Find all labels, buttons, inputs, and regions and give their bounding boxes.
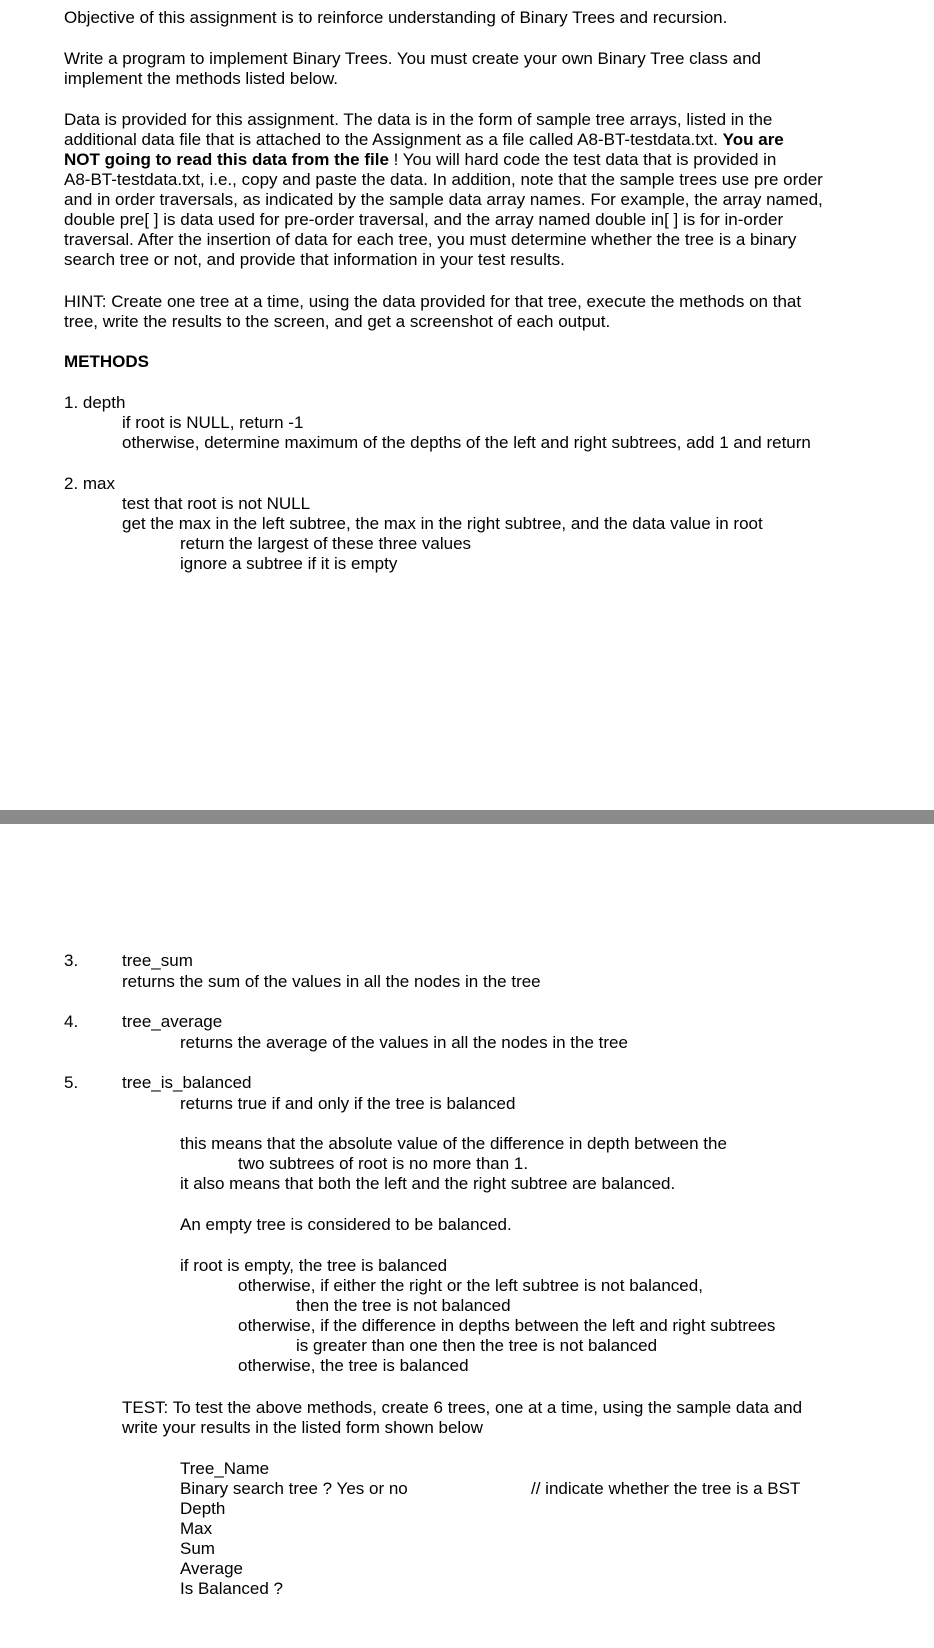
tree-is-balanced-line-4: it also means that both the left and the right subtree are balanced. xyxy=(180,1174,676,1193)
tree-sum-line-1: returns the sum of the values in all the nodes in the tree xyxy=(122,972,541,991)
depth-line-1: if root is NULL, return -1 xyxy=(122,413,304,432)
write-text-1: Write a program to implement Binary Trees. You must create your own Binary Tree class and xyxy=(64,49,761,68)
test-field-bst-comment: // indicate whether the tree is a BST xyxy=(531,1479,801,1498)
page-divider xyxy=(0,810,934,824)
tree-sum-title: tree_sum xyxy=(122,951,193,970)
objective-text: Objective of this assignment is to reinforce understanding of Binary Trees and recursion. xyxy=(64,8,728,27)
tree-is-balanced-line-2: this means that the absolute value of the difference in depth between the xyxy=(180,1134,727,1153)
test-field-average: Average xyxy=(180,1559,244,1578)
write-text-2: implement the methods listed below. xyxy=(64,69,339,88)
test-field-bst: Binary search tree ? Yes or no xyxy=(180,1479,408,1498)
test-field-sum: Sum xyxy=(180,1539,215,1558)
tree-is-balanced-line-8: then the tree is not balanced xyxy=(296,1296,511,1315)
data-text-3-normal: ! You will hard code the test data that is provided in xyxy=(388,150,777,169)
data-text-4: A8-BT-testdata.txt, i.e., copy and paste the data. In addition, note that the sample trees use pre order xyxy=(64,170,823,189)
tree-is-balanced-line-1: returns true if and only if the tree is balanced xyxy=(180,1094,516,1113)
hint-text-1: HINT: Create one tree at a time, using the data provided for that tree, execute the methods on that xyxy=(64,292,802,311)
max-line-1: test that root is not NULL xyxy=(122,494,311,513)
data-text-8: search tree or not, and provide that information in your test results. xyxy=(64,250,565,269)
data-text-6: double pre[ ] is data used for pre-order traversal, and the array named double in[ ] is for in-order xyxy=(64,210,784,229)
test-field-depth: Depth xyxy=(180,1499,226,1518)
tree-is-balanced-line-3: two subtrees of root is no more than 1. xyxy=(238,1154,529,1173)
tree-average-number: 4. xyxy=(64,1012,79,1031)
tree-is-balanced-line-11: otherwise, the tree is balanced xyxy=(238,1356,469,1375)
data-text-3 xyxy=(64,150,776,170)
tree-is-balanced-title: tree_is_balanced xyxy=(122,1073,252,1092)
test-field-max: Max xyxy=(180,1519,213,1538)
data-text-1: Data is provided for this assignment. The data is in the form of sample tree arrays, listed in the xyxy=(64,110,773,129)
max-line-2: get the max in the left subtree, the max in the right subtree, and the data value in root xyxy=(122,514,763,533)
tree-average-title: tree_average xyxy=(122,1012,223,1031)
data-text-2-bold: You are xyxy=(722,130,784,149)
tree-is-balanced-number: 5. xyxy=(64,1073,79,1092)
tree-sum-number: 3. xyxy=(64,951,79,970)
hint-text-2: tree, write the results to the screen, and get a screenshot of each output. xyxy=(64,312,611,331)
test-line-1: TEST: To test the above methods, create 6 trees, one at a time, using the sample data and xyxy=(122,1398,803,1417)
tree-average-line-1: returns the average of the values in all the nodes in the tree xyxy=(180,1033,628,1052)
tree-is-balanced-line-5: An empty tree is considered to be balanced. xyxy=(180,1215,512,1234)
data-text-5: and in order traversals, as indicated by the sample data array names. For example, the array named, xyxy=(64,190,823,209)
depth-title: 1. depth xyxy=(64,393,126,412)
data-text-2-normal: additional data file that is attached to the Assignment as a file called A8-BT-testdata.txt. xyxy=(64,130,723,149)
depth-line-2: otherwise, determine maximum of the depths of the left and right subtrees, add 1 and return xyxy=(122,433,811,452)
data-text-2 xyxy=(64,130,784,150)
tree-is-balanced-line-10: is greater than one then the tree is not balanced xyxy=(296,1336,658,1355)
max-title: 2. max xyxy=(64,474,116,493)
tree-is-balanced-line-9: otherwise, if the difference in depths between the left and right subtrees xyxy=(238,1316,776,1335)
methods-heading: METHODS xyxy=(64,352,149,371)
data-text-3-bold: NOT going to read this data from the file xyxy=(64,150,389,169)
max-line-3: return the largest of these three values xyxy=(180,534,472,553)
data-text-7: traversal. After the insertion of data for each tree, you must determine whether the tree is a binary xyxy=(64,230,797,249)
test-field-is-balanced: Is Balanced ? xyxy=(180,1579,284,1598)
max-line-4: ignore a subtree if it is empty xyxy=(180,554,398,573)
tree-is-balanced-line-6: if root is empty, the tree is balanced xyxy=(180,1256,448,1275)
test-field-tree-name: Tree_Name xyxy=(180,1459,270,1478)
tree-is-balanced-line-7: otherwise, if either the right or the left subtree is not balanced, xyxy=(238,1276,703,1295)
test-line-2: write your results in the listed form shown below xyxy=(122,1418,483,1437)
